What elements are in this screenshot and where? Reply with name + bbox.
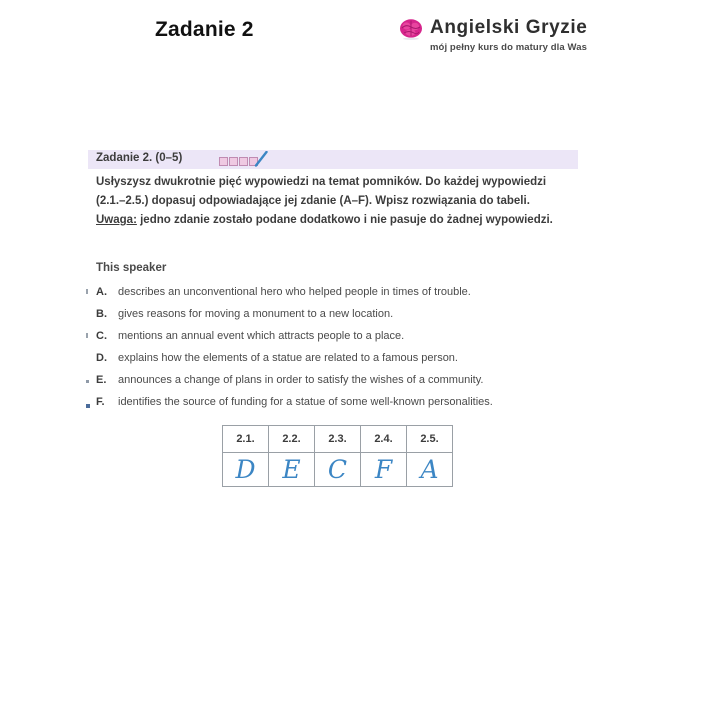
answer-cell-4[interactable] <box>361 453 407 487</box>
option-text: mentions an annual event which attracts people to a place. <box>118 330 405 342</box>
scan-speck-icon <box>86 380 89 383</box>
option-text: identifies the source of funding for a statue of some well-known personalities. <box>118 396 493 408</box>
option-letter: E. <box>96 374 107 386</box>
answer-cell-5[interactable] <box>407 453 453 487</box>
handwritten-answer: E <box>282 455 301 484</box>
instruction-line-1: Usłyszysz dwukrotnie pięć wypowiedzi na temat pomników. Do każdej wypowiedzi <box>96 176 547 188</box>
handwritten-answer: D <box>235 455 256 484</box>
answer-header-cell: 2.3. <box>315 426 361 453</box>
score-checkbox-group <box>219 157 258 166</box>
note-label: Uwaga: <box>96 214 137 226</box>
task-instructions <box>96 173 596 230</box>
answer-header-cell: 2.1. <box>223 426 269 453</box>
option-letter: C. <box>96 330 107 342</box>
score-checkbox <box>229 157 238 166</box>
handwritten-answer: A <box>420 455 439 484</box>
answer-header-cell: 2.4. <box>361 426 407 453</box>
option-row-a <box>96 286 616 308</box>
task-heading: Zadanie 2. (0–5) <box>96 152 183 164</box>
option-row-c <box>96 330 616 352</box>
handwritten-answer: F <box>374 455 393 484</box>
scan-speck-icon <box>86 404 90 408</box>
option-letter: B. <box>96 308 107 320</box>
option-text: gives reasons for moving a monument to a new location. <box>118 308 394 320</box>
instruction-note <box>96 211 596 230</box>
note-text: jedno zdanie zostało podane dodatkowo i nie pasuje do żadnej wypowiedzi. <box>136 214 553 226</box>
options-list <box>96 286 616 418</box>
option-text: describes an unconventional hero who helped people in times of trouble. <box>118 286 471 298</box>
brand-tagline: mój pełny kurs do matury dla Was <box>430 42 587 53</box>
option-row-d <box>96 352 616 374</box>
table-row-headers <box>223 426 453 453</box>
answer-table <box>222 425 453 487</box>
option-letter: A. <box>96 286 107 298</box>
table-row-answers <box>223 453 453 487</box>
option-text: explains how the elements of a statue are related to a famous person. <box>118 352 458 364</box>
answer-cell-3[interactable] <box>315 453 361 487</box>
brand-name: Angielski Gryzie <box>430 17 588 38</box>
scan-speck-icon <box>86 333 88 338</box>
speaker-heading: This speaker <box>96 262 167 274</box>
score-checkbox <box>219 157 228 166</box>
option-row-e <box>96 374 616 396</box>
scan-speck-icon <box>86 289 88 294</box>
score-checkbox <box>239 157 248 166</box>
option-row-f <box>96 396 616 418</box>
answer-cell-2[interactable] <box>269 453 315 487</box>
option-letter: F. <box>96 396 105 408</box>
page-title: Zadanie 2 <box>155 18 254 41</box>
option-text: announces a change of plans in order to satisfy the wishes of a community. <box>118 374 484 386</box>
answer-cell-1[interactable] <box>223 453 269 487</box>
handwritten-answer: C <box>327 455 348 484</box>
option-row-b <box>96 308 616 330</box>
answer-header-cell: 2.5. <box>407 426 453 453</box>
pen-tick-mark <box>254 151 268 167</box>
option-letter: D. <box>96 352 107 364</box>
instruction-line-2: (2.1.–2.5.) dopasuj odpowiadające jej zdanie (A–F). Wpisz rozwiązania do tabeli. <box>96 195 530 207</box>
answer-header-cell: 2.2. <box>269 426 315 453</box>
